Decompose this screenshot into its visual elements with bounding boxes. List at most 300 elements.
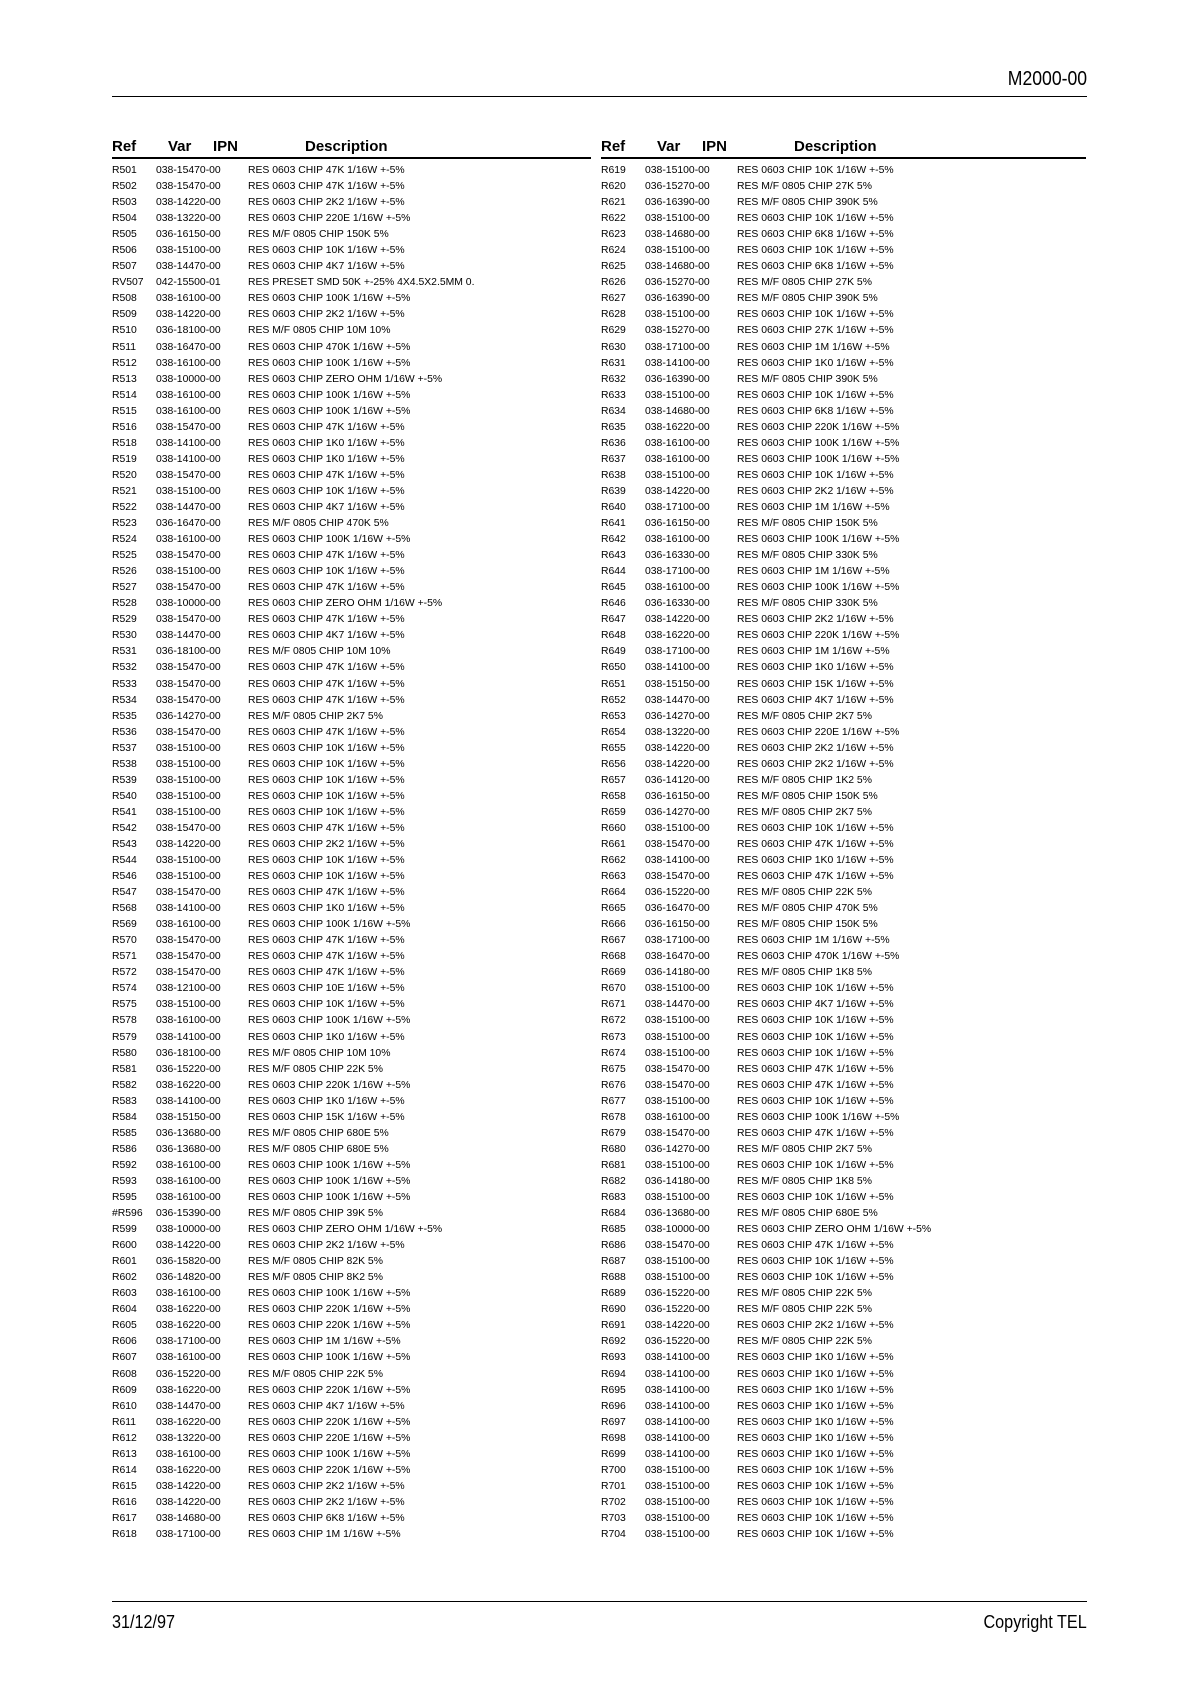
table-row [112,227,591,243]
ipn-cell: 038-15470-00 [645,838,710,850]
description-cell: RES M/F 0805 CHIP 680E 5% [248,1127,389,1139]
ipn-cell: 038-15470-00 [156,967,221,979]
ref-cell: R578 [112,1015,137,1027]
ref-cell: R673 [601,1031,626,1043]
ref-cell: R654 [601,726,626,738]
ref-cell: R569 [112,919,137,931]
description-cell: RES 0603 CHIP 6K8 1/16W +-5% [248,1512,405,1524]
table-row [112,837,591,853]
description-cell: RES M/F 0805 CHIP 82K 5% [248,1256,383,1268]
ipn-cell: 038-16100-00 [645,437,710,449]
description-cell: RES M/F 0805 CHIP 680E 5% [248,1143,389,1155]
description-cell: RES 0603 CHIP 100K 1/16W +-5% [737,1111,900,1123]
ref-cell: R652 [601,694,626,706]
ipn-cell: 038-17100-00 [645,341,710,353]
table-row [601,1334,1086,1350]
ref-cell: R593 [112,1175,137,1187]
table-row [112,869,591,885]
ref-cell: R630 [601,341,626,353]
ref-cell: R534 [112,694,137,706]
ref-cell: R670 [601,983,626,995]
ipn-cell: 038-16100-00 [156,405,221,417]
table-row [601,1367,1086,1383]
table-row [112,1254,591,1270]
ref-cell: R528 [112,598,137,610]
ipn-cell: 038-15470-00 [156,662,221,674]
table-row [112,901,591,917]
ipn-cell: 038-17100-00 [645,935,710,947]
table-row [601,660,1086,676]
ipn-cell: 038-15470-00 [645,1240,710,1252]
ipn-cell: 038-16100-00 [645,534,710,546]
ipn-cell: 038-15470-00 [645,1079,710,1091]
ref-cell: R690 [601,1304,626,1316]
ref-cell: R646 [601,598,626,610]
description-cell: RES 0603 CHIP 4K7 1/16W +-5% [248,501,405,513]
ipn-cell: 036-18100-00 [156,1047,221,1059]
ref-cell: R697 [601,1416,626,1428]
table-row [601,436,1086,452]
description-cell: RES 0603 CHIP 47K 1/16W +-5% [737,871,894,883]
ref-cell: R613 [112,1448,137,1460]
table-row [601,388,1086,404]
ref-cell: R602 [112,1272,137,1284]
description-cell: RES M/F 0805 CHIP 330K 5% [737,598,878,610]
description-cell: RES 0603 CHIP 10K 1/16W +-5% [248,566,405,578]
description-cell: RES M/F 0805 CHIP 390K 5% [737,373,878,385]
table-row [112,516,591,532]
ipn-cell: 038-15100-00 [645,1031,710,1043]
ref-cell: R536 [112,726,137,738]
ref-cell: R603 [112,1288,137,1300]
description-cell: RES 0603 CHIP 220K 1/16W +-5% [248,1320,411,1332]
description-cell: RES M/F 0805 CHIP 27K 5% [737,277,872,289]
description-cell: RES 0603 CHIP 10K 1/16W +-5% [737,822,894,834]
table-row [112,211,591,227]
table-row [112,1495,591,1511]
ref-cell: R648 [601,630,626,642]
description-cell: RES 0603 CHIP 47K 1/16W +-5% [248,469,405,481]
description-cell: RES 0603 CHIP 100K 1/16W +-5% [737,453,900,465]
table-row [112,885,591,901]
ipn-cell: 038-16100-00 [156,389,221,401]
ipn-cell: 038-15100-00 [645,1159,710,1171]
ipn-cell: 038-16100-00 [156,1015,221,1027]
table-row [601,677,1086,693]
ipn-cell: 038-14100-00 [645,1384,710,1396]
table-row [601,484,1086,500]
description-cell: RES 0603 CHIP 1M 1/16W +-5% [737,341,890,353]
description-cell: RES 0603 CHIP 100K 1/16W +-5% [248,405,411,417]
description-cell: RES 0603 CHIP 1M 1/16W +-5% [248,1528,401,1540]
ref-cell: R636 [601,437,626,449]
description-cell: RES M/F 0805 CHIP 330K 5% [737,550,878,562]
table-row [112,468,591,484]
table-row [112,564,591,580]
description-cell: RES 0603 CHIP 1K0 1/16W +-5% [248,1095,405,1107]
description-cell: RES 0603 CHIP 10K 1/16W +-5% [737,1480,894,1492]
table-row [601,949,1086,965]
ref-cell: R575 [112,999,137,1011]
description-cell: RES 0603 CHIP 100K 1/16W +-5% [248,357,411,369]
ref-cell: R585 [112,1127,137,1139]
ref-cell: R546 [112,871,137,883]
ipn-cell: 038-12100-00 [156,983,221,995]
ipn-cell: 036-15220-00 [645,887,710,899]
ref-cell: R621 [601,197,626,209]
ref-cell: R626 [601,277,626,289]
ipn-cell: 038-17100-00 [156,1336,221,1348]
description-cell: RES 0603 CHIP 1K0 1/16W +-5% [248,437,405,449]
ipn-cell: 038-15270-00 [645,325,710,337]
description-cell: RES 0603 CHIP ZERO OHM 1/16W +-5% [248,1224,443,1236]
description-cell: RES 0603 CHIP 2K2 1/16W +-5% [737,758,894,770]
ipn-cell: 036-18100-00 [156,325,221,337]
description-cell: RES 0603 CHIP 220K 1/16W +-5% [737,421,900,433]
description-cell: RES 0603 CHIP 4K7 1/16W +-5% [248,261,405,273]
ipn-cell: 038-15470-00 [156,951,221,963]
table-row [112,1158,591,1174]
description-cell: RES M/F 0805 CHIP 10M 10% [248,646,391,658]
ipn-cell: 036-14120-00 [645,774,710,786]
description-cell: RES 0603 CHIP 6K8 1/16W +-5% [737,229,894,241]
table-row [601,789,1086,805]
ref-cell: R638 [601,469,626,481]
table-row [112,436,591,452]
ipn-cell: 038-15470-00 [156,678,221,690]
description-cell: RES M/F 0805 CHIP 2K7 5% [737,1143,872,1155]
description-cell: RES 0603 CHIP 1K0 1/16W +-5% [737,1400,894,1412]
table-row [112,1013,591,1029]
description-cell: RES 0603 CHIP 2K2 1/16W +-5% [248,1480,405,1492]
ipn-cell: 036-16150-00 [645,518,710,530]
description-cell: RES 0603 CHIP 10K 1/16W +-5% [248,855,405,867]
ipn-cell: 038-15470-00 [156,469,221,481]
table-row [601,452,1086,468]
ipn-cell: 036-15270-00 [645,277,710,289]
ref-cell: R649 [601,646,626,658]
table-row [601,1254,1086,1270]
ipn-cell: 038-14680-00 [645,229,710,241]
ipn-cell: 038-14220-00 [645,485,710,497]
description-cell: RES 0603 CHIP 47K 1/16W +-5% [737,838,894,850]
table-row [601,1013,1086,1029]
description-cell: RES 0603 CHIP 1K0 1/16W +-5% [737,357,894,369]
description-cell: RES 0603 CHIP ZERO OHM 1/16W +-5% [248,598,443,610]
description-cell: RES 0603 CHIP 47K 1/16W +-5% [248,726,405,738]
table-row [112,532,591,548]
table-row [601,307,1086,323]
table-row [601,468,1086,484]
table-row [112,1302,591,1318]
ref-cell: R691 [601,1320,626,1332]
header-ipn: IPN [702,138,728,155]
ref-cell: R640 [601,501,626,513]
ref-cell: R542 [112,822,137,834]
ipn-cell: 038-15100-00 [645,1047,710,1059]
table-row [601,741,1086,757]
table-row [112,757,591,773]
footer-date: 31/12/97 [112,1612,176,1632]
ref-cell: R629 [601,325,626,337]
description-cell: RES 0603 CHIP 100K 1/16W +-5% [737,582,900,594]
table-row [112,1334,591,1350]
ipn-cell: 038-14220-00 [156,1480,221,1492]
ipn-cell: 038-15100-00 [156,790,221,802]
column-header [112,138,591,159]
table-row [112,1126,591,1142]
ref-cell: R643 [601,550,626,562]
table-row [601,901,1086,917]
description-cell: RES M/F 0805 CHIP 2K7 5% [248,710,383,722]
ref-cell: R704 [601,1528,626,1540]
table-row [112,773,591,789]
ref-cell: R510 [112,325,137,337]
footer-rule [112,1601,1087,1602]
table-row [112,1447,591,1463]
ipn-cell: 038-15470-00 [156,614,221,626]
table-row [112,997,591,1013]
description-cell: RES 0603 CHIP 1K0 1/16W +-5% [737,662,894,674]
description-cell: RES 0603 CHIP 10K 1/16W +-5% [737,1256,894,1268]
table-row [601,1206,1086,1222]
ref-cell: R689 [601,1288,626,1300]
table-row [601,757,1086,773]
table-row [112,1222,591,1238]
table-row [112,275,591,291]
ipn-cell: 038-14680-00 [645,261,710,273]
ref-cell: R681 [601,1159,626,1171]
ref-cell: R537 [112,742,137,754]
description-cell: RES 0603 CHIP 220K 1/16W +-5% [737,630,900,642]
ipn-cell: 038-15100-00 [645,1480,710,1492]
table-row [112,981,591,997]
description-cell: RES 0603 CHIP 47K 1/16W +-5% [248,967,405,979]
ipn-cell: 036-18100-00 [156,646,221,658]
ipn-cell: 038-16100-00 [156,357,221,369]
ipn-cell: 038-14220-00 [156,1240,221,1252]
table-row [112,1399,591,1415]
ref-cell: R660 [601,822,626,834]
description-cell: RES 0603 CHIP 47K 1/16W +-5% [737,1063,894,1075]
ipn-cell: 036-16330-00 [645,550,710,562]
description-cell: RES 0603 CHIP 1K0 1/16W +-5% [248,1031,405,1043]
description-cell: RES 0603 CHIP 100K 1/16W +-5% [248,1159,411,1171]
table-row [112,1174,591,1190]
table-row [601,1527,1086,1543]
ipn-cell: 038-15100-00 [156,774,221,786]
description-cell: RES 0603 CHIP 10K 1/16W +-5% [737,1464,894,1476]
ref-cell: R676 [601,1079,626,1091]
table-row [112,1431,591,1447]
description-cell: RES 0603 CHIP 47K 1/16W +-5% [248,165,405,176]
description-cell: RES 0603 CHIP 1M 1/16W +-5% [737,935,890,947]
table-row [601,291,1086,307]
table-row [112,677,591,693]
table-row [601,773,1086,789]
ipn-cell: 036-14270-00 [645,806,710,818]
description-cell: RES 0603 CHIP 47K 1/16W +-5% [248,822,405,834]
table-row [601,1190,1086,1206]
ipn-cell: 038-15100-00 [645,389,710,401]
ipn-cell: 038-15150-00 [645,678,710,690]
table-row [112,725,591,741]
ipn-cell: 036-15220-00 [645,1304,710,1316]
description-cell: RES 0603 CHIP 10K 1/16W +-5% [737,309,894,321]
ref-cell: R693 [601,1352,626,1364]
ref-cell: R544 [112,855,137,867]
table-row [601,917,1086,933]
ipn-cell: 038-10000-00 [156,1224,221,1236]
ref-cell: R642 [601,534,626,546]
ref-cell: R685 [601,1224,626,1236]
ref-cell: R615 [112,1480,137,1492]
table-row [112,741,591,757]
table-row [112,660,591,676]
ref-cell: R511 [112,341,137,353]
ipn-cell: 036-15270-00 [645,181,710,193]
table-row [601,981,1086,997]
ref-cell: R502 [112,181,137,193]
table-row [601,211,1086,227]
description-cell: RES 0603 CHIP 10K 1/16W +-5% [248,806,405,818]
ref-cell: R579 [112,1031,137,1043]
description-cell: RES 0603 CHIP 2K2 1/16W +-5% [737,614,894,626]
table-row [601,532,1086,548]
description-cell: RES 0603 CHIP 10K 1/16W +-5% [737,1095,894,1107]
ref-cell: R523 [112,518,137,530]
description-cell: RES 0603 CHIP 47K 1/16W +-5% [248,951,405,963]
table-row [601,1399,1086,1415]
ipn-cell: 038-17100-00 [645,646,710,658]
description-cell: RES 0603 CHIP 10K 1/16W +-5% [737,1015,894,1027]
description-cell: RES M/F 0805 CHIP 22K 5% [737,1336,872,1348]
document-code: M2000-00 [1007,68,1087,90]
description-cell: RES M/F 0805 CHIP 150K 5% [248,229,389,241]
description-cell: RES 0603 CHIP 4K7 1/16W +-5% [248,630,405,642]
table-row [112,1479,591,1495]
ref-cell: R632 [601,373,626,385]
ipn-cell: 038-14220-00 [645,758,710,770]
table-row [112,1367,591,1383]
table-row [601,1126,1086,1142]
ipn-cell: 038-15100-00 [645,822,710,834]
table-row [601,580,1086,596]
table-row [112,1078,591,1094]
ipn-cell: 038-15100-00 [645,1528,710,1540]
description-cell: RES 0603 CHIP 100K 1/16W +-5% [248,293,411,305]
table-row [112,596,591,612]
table-row [601,933,1086,949]
description-cell: RES 0603 CHIP 220K 1/16W +-5% [248,1384,411,1396]
table-row [112,1463,591,1479]
ref-cell: #R596 [112,1208,143,1220]
description-cell: RES M/F 0805 CHIP 22K 5% [737,1304,872,1316]
ref-cell: R522 [112,501,137,513]
ipn-cell: 038-15100-00 [645,983,710,995]
ref-cell: R581 [112,1063,137,1075]
description-cell: RES 0603 CHIP 47K 1/16W +-5% [248,582,405,594]
description-cell: RES 0603 CHIP 47K 1/16W +-5% [737,1240,894,1252]
description-cell: RES 0603 CHIP 15K 1/16W +-5% [737,678,894,690]
table-row [601,404,1086,420]
description-cell: RES 0603 CHIP 47K 1/16W +-5% [248,887,405,899]
table-row [601,869,1086,885]
description-cell: RES 0603 CHIP 1K0 1/16W +-5% [248,903,405,915]
description-cell: RES 0603 CHIP 47K 1/16W +-5% [248,550,405,562]
ipn-cell: 038-17100-00 [156,1528,221,1540]
table-row [112,1270,591,1286]
description-cell: RES 0603 CHIP 470K 1/16W +-5% [737,951,900,963]
ref-cell: R657 [601,774,626,786]
ref-cell: R547 [112,887,137,899]
ref-cell: R695 [601,1384,626,1396]
table-row [112,548,591,564]
ref-cell: R520 [112,469,137,481]
description-cell: RES 0603 CHIP 10K 1/16W +-5% [737,1512,894,1524]
header-ref: Ref [112,138,137,155]
description-cell: RES 0603 CHIP 1M 1/16W +-5% [248,1336,401,1348]
ref-cell: R687 [601,1256,626,1268]
table-row [601,420,1086,436]
table-row [601,1318,1086,1334]
footer-copyright: Copyright TEL [983,1612,1087,1632]
ref-cell: R592 [112,1159,137,1171]
description-cell: RES M/F 0805 CHIP 27K 5% [737,181,872,193]
description-cell: RES M/F 0805 CHIP 150K 5% [737,919,878,931]
ref-cell: R647 [601,614,626,626]
ref-cell: R666 [601,919,626,931]
description-cell: RES 0603 CHIP 10K 1/16W +-5% [737,389,894,401]
ref-cell: R608 [112,1368,137,1380]
ref-cell: R669 [601,967,626,979]
ref-cell: R624 [601,245,626,257]
ref-cell: R655 [601,742,626,754]
ipn-cell: 036-14270-00 [645,1143,710,1155]
ref-cell: R611 [112,1416,137,1428]
description-cell: RES 0603 CHIP 220K 1/16W +-5% [248,1464,411,1476]
ipn-cell: 038-15100-00 [645,1015,710,1027]
table-row [112,949,591,965]
table-row [601,1222,1086,1238]
ref-cell: R620 [601,181,626,193]
ipn-cell: 036-15390-00 [156,1208,221,1220]
ref-cell: R506 [112,245,137,257]
header-var: Var [168,138,192,155]
description-cell: RES M/F 0805 CHIP 1K8 5% [737,1175,872,1187]
description-cell: RES 0603 CHIP 4K7 1/16W +-5% [737,999,894,1011]
description-cell: RES 0603 CHIP 1K0 1/16W +-5% [737,1368,894,1380]
ipn-cell: 036-15220-00 [156,1368,221,1380]
description-cell: RES 0603 CHIP 47K 1/16W +-5% [248,678,405,690]
table-row [601,227,1086,243]
table-row [601,885,1086,901]
table-row [112,1511,591,1527]
table-row [601,323,1086,339]
description-cell: RES 0603 CHIP 2K2 1/16W +-5% [737,1320,894,1332]
table-row [112,693,591,709]
ref-cell: R516 [112,421,137,433]
table-row [601,644,1086,660]
table-row [601,1110,1086,1126]
ref-cell: R540 [112,790,137,802]
ref-cell: R572 [112,967,137,979]
ref-cell: R607 [112,1352,137,1364]
ref-cell: R635 [601,421,626,433]
table-row [601,1062,1086,1078]
ref-cell: R515 [112,405,137,417]
description-cell: RES 0603 CHIP 27K 1/16W +-5% [737,325,894,337]
